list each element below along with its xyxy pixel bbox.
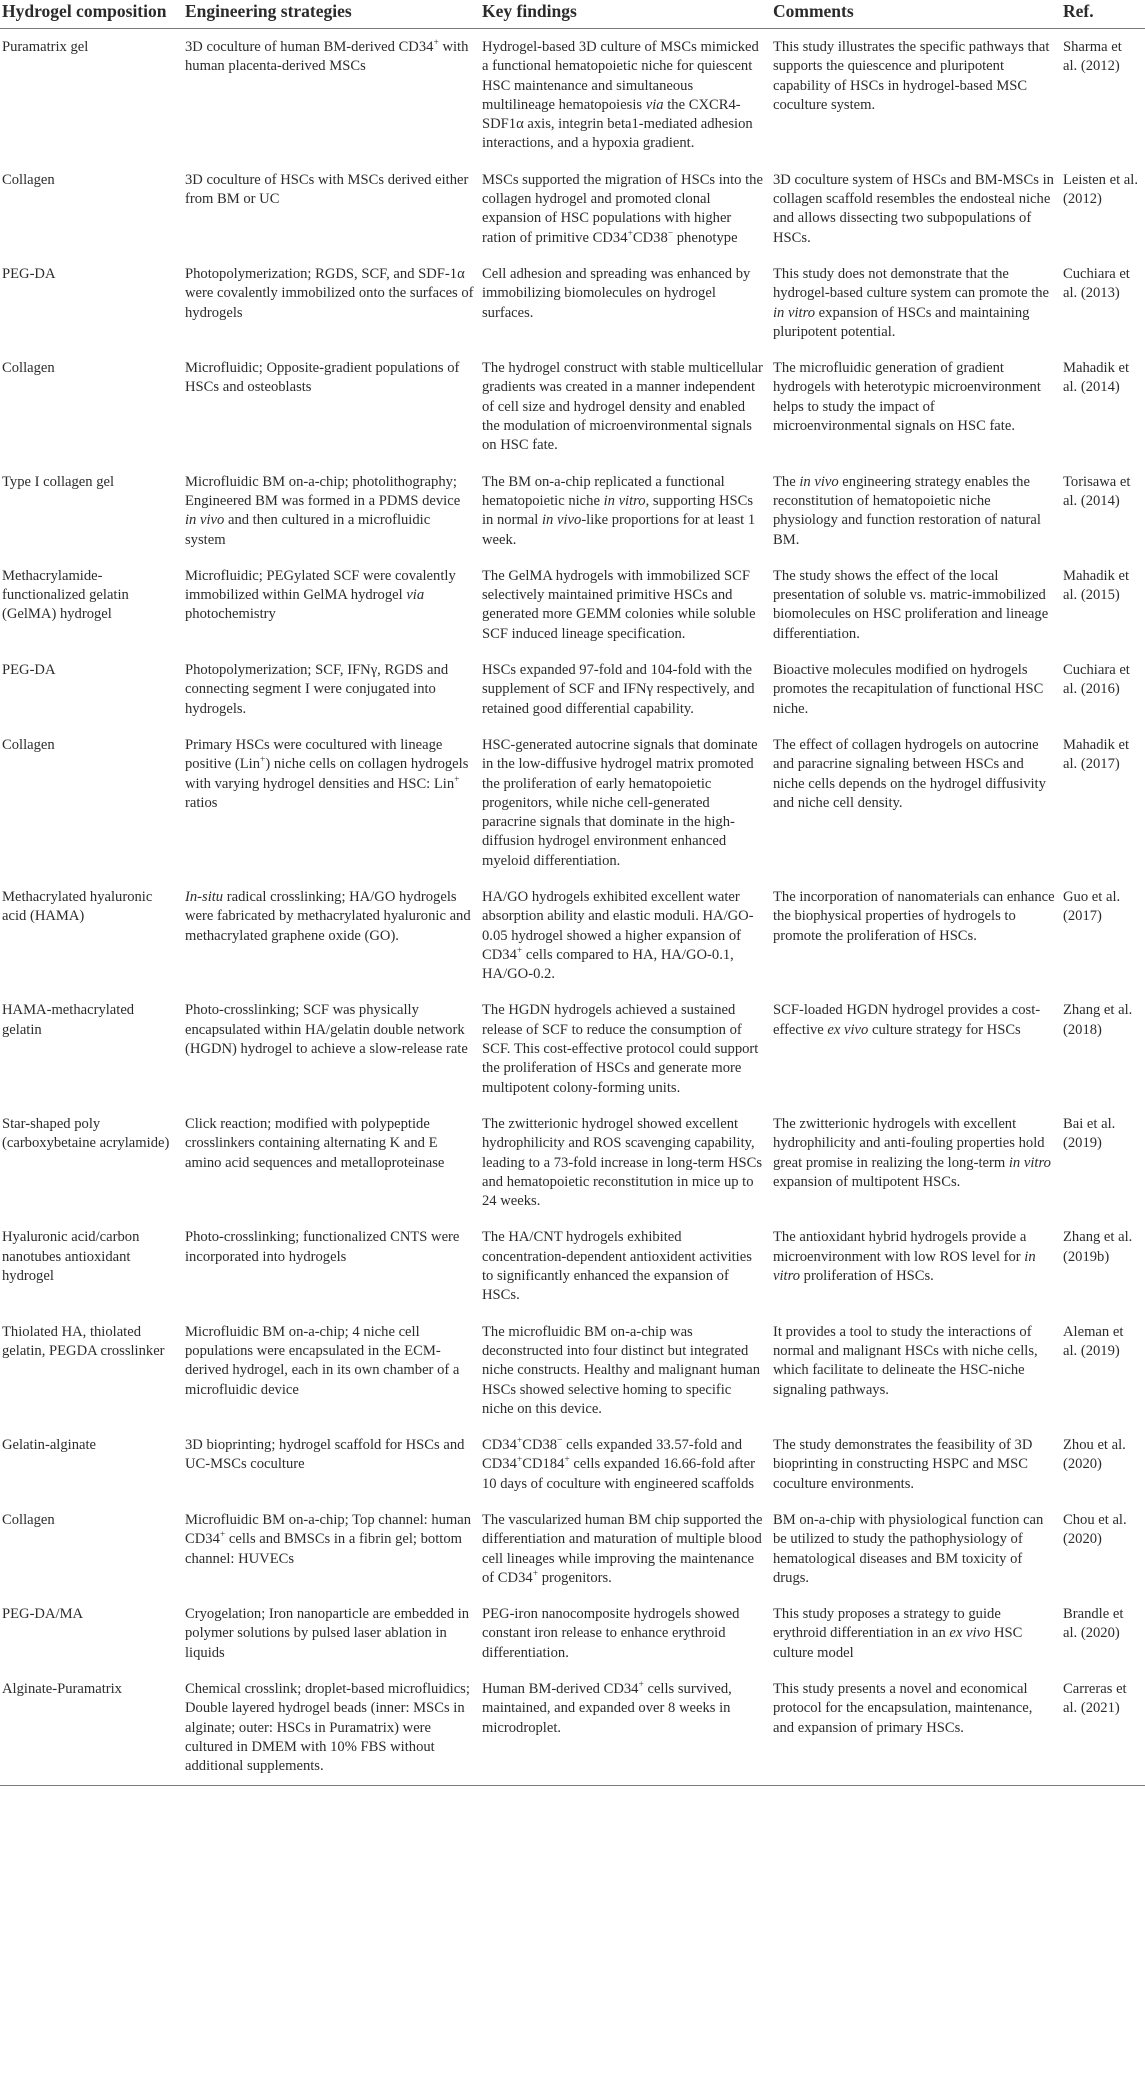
text-segment: + [516, 1436, 523, 1447]
cell-composition: Type I collagen gel [2, 473, 115, 490]
cell-findings [480, 1219, 771, 1313]
cell-comments [771, 1596, 1061, 1671]
text-segment: 3D coculture of human BM-derived CD34 [185, 39, 434, 55]
text-segment: ratios [185, 794, 218, 811]
text-segment: ex vivo [827, 1021, 869, 1038]
cell-strategies [183, 652, 480, 727]
text-segment: The vascularized human BM chip supported the differentiation and maturation of multiple blood cell lineages while improving the maintenance of CD34 [482, 1512, 763, 1586]
text-segment: The [773, 473, 800, 490]
cell-composition: Collagen [2, 360, 55, 377]
cell-findings [480, 1314, 771, 1427]
cell-ref: Zhang et al. (2019b) [1063, 1229, 1133, 1265]
text-segment: Hydrogel-based 3D culture of MSCs mimicked a functional hematopoietic niche for quiescent HSC maintenance and simultaneous multilineage hematopoiesis [482, 39, 759, 113]
text-segment: , supporting HSCs in normal [482, 492, 754, 529]
table-row [0, 1427, 1145, 1502]
cell-ref: Carreras et al. (2021) [1061, 1671, 1145, 1785]
cell-composition: Collagen [2, 1512, 55, 1528]
cell-comments [771, 652, 1061, 727]
text-segment: This study proposes a strategy to guide erythroid differentiation in an [773, 1606, 1001, 1642]
text-segment: + [516, 1455, 523, 1466]
text-segment: 3D coculture system of HSCs and BM-MSCs in collagen scaffold resembles the endosteal niche and allows dissecting two subpopulations of HSCs. [773, 171, 1054, 246]
text-segment: + [454, 774, 460, 785]
cell-comments [771, 879, 1061, 992]
text-segment: HSC-generated autocrine signals that dominate in the low-diffusive hydrogel matrix promoted the proliferation of early hematopoietic progenitors, while niche cell-generated paracrine signals that dominate in the high-diffusion hydrogel environment enhanced myeloid differentiation. [482, 736, 758, 869]
text-segment: The HA/CNT hydrogels exhibited concentration-dependent antioxident activities to significantly enhanced the expansion of HSCs. [482, 1229, 752, 1304]
text-segment: Primary HSCs were cocultured with lineage positive (Lin [185, 736, 443, 773]
cell-strategies [183, 1596, 480, 1671]
text-segment: engineering strategy enables the reconstitution of hematopoietic niche physiology and function restoration of natural BM. [773, 473, 1041, 548]
text-segment: + [532, 1569, 539, 1580]
text-segment: HA/GO hydrogels exhibited excellent water absorption ability and elastic moduli. HA/GO-0.05 hydrogel showed a higher expansion of CD34 [482, 888, 754, 963]
text-segment: The incorporation of nanomaterials can enhance the biophysical properties of hydrogels to promote the proliferation of HSCs. [773, 888, 1055, 944]
cell-composition: Gelatin-alginate [2, 1437, 97, 1454]
cell-strategies [183, 1502, 480, 1596]
cell-ref: Zhou et al. (2020) [1063, 1437, 1126, 1473]
text-segment: The BM on-a-chip replicated a functional hematopoietic niche [482, 473, 725, 509]
cell-ref: Aleman et al. (2019) [1063, 1323, 1124, 1359]
text-segment: − [667, 228, 674, 239]
cell-ref: Mahadik et al. (2015) [1063, 567, 1130, 604]
text-segment: + [564, 1455, 570, 1466]
text-segment: + [433, 38, 439, 49]
header-comments: Comments [771, 0, 1061, 29]
text-segment: in vivo [542, 512, 582, 529]
text-segment: BM on-a-chip with physiological function can be utilized to study the pathophysiology of hematological diseases and BM toxicity of drugs. [773, 1512, 1044, 1586]
cell-composition: Alginate-Puramatrix [0, 1671, 183, 1785]
text-segment: photochemistry [185, 606, 276, 623]
cell-strategies [183, 464, 480, 558]
table-row [0, 1106, 1145, 1219]
cell-comments [771, 727, 1061, 879]
cell-findings [480, 558, 771, 652]
cell-findings [480, 992, 771, 1105]
text-segment: cells and BMSCs in a fibrin gel; bottom channel: HUVECs [185, 1531, 462, 1567]
text-segment: The GelMA hydrogels with immobilized SCF selectively maintained primitive HSCs and generated more GEMM colonies while soluble SCF induced lineage specification. [482, 567, 756, 642]
cell-comments [771, 1219, 1061, 1313]
text-segment: This study does not demonstrate that the hydrogel-based culture system can promote the [773, 265, 1049, 302]
header-ref: Ref. [1061, 0, 1145, 29]
text-segment: via [406, 587, 425, 604]
text-segment: ex vivo [949, 1625, 991, 1642]
table-row [0, 29, 1145, 162]
text-segment: Cell adhesion and spreading was enhanced by immobilizing biomolecules on hydrogel surfaces. [482, 265, 751, 321]
table-row [0, 1219, 1145, 1313]
table-row [0, 1314, 1145, 1427]
text-segment: CD38 [632, 229, 668, 246]
cell-composition: PEG-DA/MA [2, 1606, 84, 1623]
text-segment: 3D coculture of HSCs with MSCs derived either from BM or UC [185, 171, 469, 208]
cell-ref: Sharma et al. (2012) [1063, 39, 1122, 75]
cell-strategies [183, 727, 480, 879]
text-segment: expansion of multipotent HSCs. [773, 1173, 961, 1190]
cell-strategies [183, 1671, 480, 1785]
text-segment: + [219, 1530, 226, 1541]
text-segment: CD38 [522, 1437, 558, 1454]
table-row [0, 727, 1145, 879]
cell-strategies [183, 350, 480, 463]
cell-comments [771, 992, 1061, 1105]
cell-comments [771, 558, 1061, 652]
cell-ref: Zhang et al. (2018) [1063, 1002, 1133, 1038]
text-segment: the CXCR4-SDF1α axis, integrin beta1-mediated adhesion interactions, and a hypoxia gradient. [482, 96, 753, 152]
cell-ref: Guo et al. (2017) [1063, 888, 1121, 925]
text-segment: cells expanded 16.66-fold after 10 days of coculture with engineered scaffolds [482, 1456, 755, 1492]
text-segment: Photo-crosslinking; SCF was physically encapsulated within HA/gelatin double network (HGDN) hydrogel to achieve a slow-release rate [185, 1002, 468, 1058]
text-segment: It provides a tool to study the interactions of normal and malignant HSCs with niche cells, which facilitate to delineate the HSC-niche signaling pathways. [773, 1323, 1038, 1398]
cell-composition: HAMA-methacrylated gelatin [2, 1002, 135, 1038]
text-segment: cells expanded 33.57-fold and CD34 [482, 1437, 742, 1473]
text-segment: SCF-loaded HGDN hydrogel provides a cost-effective [773, 1002, 1041, 1038]
text-segment: in vitro [773, 304, 816, 321]
cell-comments [771, 1314, 1061, 1427]
cell-ref: Torisawa et al. (2014) [1063, 473, 1131, 509]
cell-comments [771, 1671, 1061, 1785]
text-segment: MSCs supported the migration of HSCs into the collagen hydrogel and promoted clonal expansion of HSC populations with higher ration of primitive CD34 [482, 171, 763, 246]
cell-comments [771, 350, 1061, 463]
text-segment: ) niche cells on collagen hydrogels with varying hydrogel densities and HSC: Lin [185, 756, 469, 792]
text-segment: HSC culture model [773, 1625, 1023, 1661]
text-segment: Microfluidic BM on-a-chip; 4 niche cell populations were encapsulated in the ECM-derived hydrogel, each in its own chamber of a microfluidic device [185, 1323, 460, 1398]
cell-findings [480, 29, 771, 162]
cell-comments [771, 1502, 1061, 1596]
cell-comments [771, 464, 1061, 558]
text-segment: The zwitterionic hydrogels with excellent hydrophilicity and anti-fouling properties hold great promise in realizing the long-term [773, 1115, 1045, 1171]
text-segment: + [627, 228, 633, 239]
cell-strategies [183, 879, 480, 992]
cell-ref: Bai et al. (2019) [1063, 1115, 1116, 1152]
header-findings: Key findings [480, 0, 771, 29]
cell-strategies [183, 558, 480, 652]
cell-findings [480, 652, 771, 727]
text-segment: Microfluidic BM on-a-chip; photolithography; Engineered BM was formed in a PDMS device [185, 473, 461, 509]
text-segment: proliferation of HSCs. [800, 1268, 934, 1285]
text-segment: in vivo [799, 473, 839, 490]
cell-findings [480, 1502, 771, 1596]
table-header [0, 0, 1145, 29]
cell-strategies [183, 1427, 480, 1502]
cell-composition: Star-shaped poly (carboxybetaine acrylamide) [2, 1115, 170, 1152]
cell-findings [480, 464, 771, 558]
text-segment: CD34 [482, 1437, 517, 1454]
table-row [0, 1596, 1145, 1671]
cell-ref: Leisten et al. (2012) [1063, 171, 1138, 208]
text-segment: in vivo [185, 512, 225, 529]
cell-findings [480, 162, 771, 256]
cell-composition: Collagen [2, 736, 55, 753]
table-row [0, 1502, 1145, 1596]
cell-findings [480, 1596, 771, 1671]
text-segment: with human placenta-derived MSCs [185, 39, 469, 75]
text-segment: phenotype [673, 229, 738, 246]
text-segment: The HGDN hydrogels achieved a sustained release of SCF to reduce the consumption of SCF. This cost-effective protocol could support the proliferation of HSCs and generate more multipotent colony-forming units. [482, 1002, 759, 1096]
cell-composition: Hyaluronic acid/carbon nanotubes antioxidant hydrogel [2, 1229, 140, 1285]
text-segment: + [516, 946, 523, 957]
text-segment: in vitro [1008, 1154, 1051, 1171]
text-segment: Photopolymerization; SCF, IFNγ, RGDS and connecting segment I were conjugated into hydrogels. [185, 662, 449, 717]
cell-composition: Puramatrix gel [2, 39, 89, 55]
text-segment: The study shows the effect of the local presentation of soluble vs. matric-immobilized biomolecules on HSC proliferation and lineage differentiation. [773, 567, 1049, 642]
text-segment: cells compared to HA, HA/GO-0.1, HA/GO-0.2. [482, 946, 734, 983]
cell-ref: Cuchiara et al. (2013) [1063, 265, 1130, 302]
header-composition: Hydrogel composition [0, 0, 183, 29]
text-segment: The zwitterionic hydrogel showed excellent hydrophilicity and ROS scavenging capability, leading to a 73-fold increase in long-term HSCs and hematopoietic reconstitution in mice up to 24 weeks. [482, 1115, 763, 1210]
text-segment: Click reaction; modified with polypeptide crosslinkers containing alternating K and E amino acid sequences and metalloproteinase [185, 1115, 445, 1171]
table-row [0, 558, 1145, 652]
cell-ref: Brandle et al. (2020) [1063, 1606, 1124, 1642]
text-segment: and then cultured in a microfluidic system [185, 512, 431, 548]
cell-composition: Methacrylamide-functionalized gelatin (GelMA) hydrogel [2, 567, 129, 623]
cell-comments [771, 162, 1061, 256]
text-segment: In-situ [185, 888, 224, 905]
cell-ref: Mahadik et al. (2014) [1063, 360, 1130, 396]
text-segment: Microfluidic BM on-a-chip; Top channel: human CD34 [185, 1512, 472, 1548]
cell-strategies [183, 1219, 480, 1313]
cell-findings [480, 879, 771, 992]
text-segment: The study demonstrates the feasibility of 3D bioprinting in constructing HSPC and MSC coculture environments. [773, 1437, 1033, 1492]
text-segment: Human BM-derived CD34 [482, 1681, 639, 1698]
table-row [0, 879, 1145, 992]
text-segment: culture strategy for HSCs [868, 1021, 1021, 1038]
cell-ref: Chou et al. (2020) [1063, 1512, 1127, 1548]
text-segment: The hydrogel construct with stable multicellular gradients was created in a manner independent of cell size and hydrogel density and enabled the modulation of microenvironmental signals on HSC fate. [482, 360, 763, 454]
text-segment: CD184 [522, 1456, 565, 1473]
text-segment: cells survived, maintained, and expanded over 8 weeks in microdroplet. [482, 1681, 732, 1736]
text-segment: 3D bioprinting; hydrogel scaffold for HSCs and UC-MSCs coculture [185, 1437, 465, 1473]
text-segment: This study illustrates the specific pathways that supports the quiescence and pluripotent capability of HSCs in hydrogel-based MSC coculture system. [773, 39, 1050, 113]
cell-strategies [183, 1106, 480, 1219]
cell-strategies [183, 162, 480, 256]
table-row [0, 992, 1145, 1105]
text-segment: in vitro [773, 1248, 1036, 1285]
text-segment: Photopolymerization; RGDS, SCF, and SDF-1α were covalently immobilized onto the surfaces of hydrogels [185, 265, 474, 321]
cell-composition: Methacrylated hyaluronic acid (HAMA) [2, 888, 153, 925]
text-segment: The effect of collagen hydrogels on autocrine and paracrine signaling between HSCs and niche cells depends on the hydrogel diffusivity and niche cell density. [773, 736, 1046, 811]
text-segment: The microfluidic BM on-a-chip was deconstructed into four distinct but integrated niche constructs. Healthy and malignant human HSCs showed selective homing to specific niche on this device. [482, 1323, 761, 1417]
text-segment: Microfluidic; Opposite-gradient populations of HSCs and osteoblasts [185, 360, 460, 396]
text-segment: HSCs expanded 97-fold and 104-fold with the supplement of SCF and IFNγ respectively, and retained good differential capability. [482, 662, 755, 717]
cell-findings [480, 727, 771, 879]
cell-findings [480, 1671, 771, 1785]
text-segment: Cryogelation; Iron nanoparticle are embedded in polymer solutions by pulsed laser ablation in liquids [185, 1606, 470, 1661]
cell-strategies [183, 1314, 480, 1427]
text-segment: + [260, 755, 266, 766]
cell-comments [771, 1427, 1061, 1502]
text-segment: Microfluidic; PEGylated SCF were covalently immobilized within GelMA hydrogel [185, 567, 456, 604]
table-row [0, 256, 1145, 350]
header-strategies: Engineering strategies [183, 0, 480, 29]
table-row [0, 162, 1145, 256]
table-row [0, 350, 1145, 463]
cell-strategies [183, 992, 480, 1105]
text-segment: via [645, 96, 664, 113]
cell-comments [771, 29, 1061, 162]
cell-comments [771, 1106, 1061, 1219]
table-row [0, 464, 1145, 558]
text-segment: -like proportions for at least 1 week. [482, 512, 756, 548]
text-segment: The microfluidic generation of gradient hydrogels with heterotypic microenvironment helps to study the impact of microenvironmental signals on HSC fate. [773, 360, 1041, 435]
cell-findings [480, 1106, 771, 1219]
header-row [0, 0, 1145, 29]
cell-strategies [183, 29, 480, 162]
cell-composition: Collagen [2, 171, 55, 188]
text-segment: Chemical crosslink; droplet-based microfluidics; Double layered hydrogel beads (inner: MSCs in alginate; outer: HSCs in Puramatrix) were cultured in DMEM with 10% FBS without additional supplements. [185, 1681, 470, 1775]
table-row [0, 652, 1145, 727]
text-segment: in vitro [603, 492, 646, 509]
text-segment: + [638, 1680, 644, 1691]
text-segment: Bioactive molecules modified on hydrogels promotes the recapitulation of functional HSC niche. [773, 662, 1044, 717]
table-body [0, 29, 1145, 1786]
text-segment: PEG-iron nanocomposite hydrogels showed constant iron release to enhance erythroid differentiation. [482, 1606, 740, 1661]
cell-composition: Thiolated HA, thiolated gelatin, PEGDA crosslinker [2, 1323, 165, 1359]
cell-ref: Cuchiara et al. (2016) [1063, 662, 1130, 698]
text-segment: expansion of HSCs and maintaining pluripotent potential. [773, 304, 1030, 340]
text-segment: The antioxidant hybrid hydrogels provide a microenvironment with low ROS level for [773, 1229, 1027, 1265]
cell-composition: PEG-DA [2, 662, 56, 679]
text-segment: radical crosslinking; HA/GO hydrogels were fabricated by methacrylated hyaluronic and methacrylated graphene oxide (GO). [185, 888, 471, 944]
cell-ref: Mahadik et al. (2017) [1063, 736, 1130, 773]
cell-comments [771, 256, 1061, 350]
text-segment: progenitors. [538, 1569, 612, 1586]
text-segment: − [557, 1436, 563, 1447]
text-segment: This study presents a novel and economical protocol for the encapsulation, maintenance, and expansion of primary HSCs. [773, 1681, 1033, 1736]
cell-findings [480, 1427, 771, 1502]
table-row [0, 1671, 1145, 1785]
text-segment: Photo-crosslinking; functionalized CNTS were incorporated into hydrogels [185, 1229, 460, 1265]
cell-findings [480, 256, 771, 350]
cell-findings [480, 350, 771, 463]
cell-strategies [183, 256, 480, 350]
cell-composition: PEG-DA [2, 265, 56, 282]
